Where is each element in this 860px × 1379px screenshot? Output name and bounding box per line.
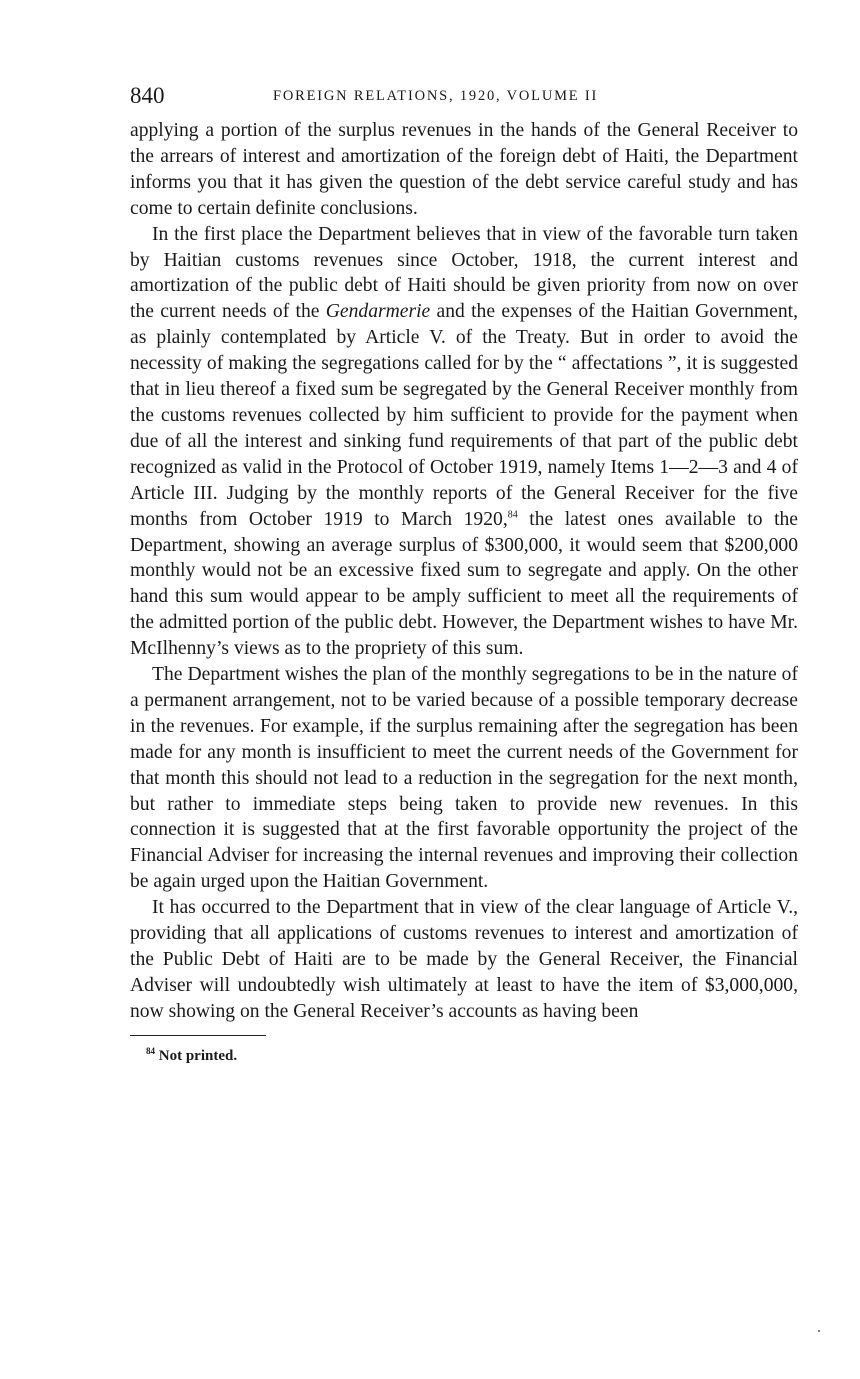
stray-mark bbox=[818, 1330, 820, 1332]
paragraph-2-part-a: In the first place the Department believes that in view of the favorable turn taken by Haitian customs revenues since October, 1918, the current interest and amortization of the public debt of Haiti should be given priority from now on over the current needs of the bbox=[130, 223, 798, 323]
document-page bbox=[130, 82, 798, 1066]
running-title: FOREIGN RELATIONS, 1920, VOLUME II bbox=[273, 88, 599, 104]
paragraph-4: It has occurred to the Department that in view of the clear language of Article V., providing that all applications of customs revenues to interest and amortization of the Public Debt of Haiti are to be made by the General Receiver, the Financial Adviser will undoubtedly wish ultimately at least to have the item of $3,000,000, now showing on the General Receiver’s accounts as having been bbox=[130, 897, 798, 1022]
footnote-text: Not printed. bbox=[155, 1047, 238, 1064]
running-head bbox=[130, 82, 798, 112]
footnote-reference: 84 bbox=[507, 509, 518, 521]
body-text bbox=[130, 118, 798, 1025]
paragraph-2-part-c: the latest ones available to the Department, showing an average surplus of $300,000, it would seem that $200,000 monthly would not be an excessive fixed sum to segregate and apply. On the other hand this sum would appear to be amply sufficient to meet all the requirements of the admitted portion of the public debt. However, the Department wishes to have Mr. McIlhenny’s views as to the propriety of this sum. bbox=[130, 508, 799, 660]
gendarmerie-italic: Gendarmerie bbox=[325, 301, 431, 323]
paragraph-2 bbox=[130, 222, 798, 662]
paragraph-2-part-b: and the expenses of the Haitian Government, as plainly contemplated by Article V. of the Treaty. But in order to avoid the necessity of making the segregations called for by the “ affectations ”, it is suggested that in lieu thereof a fixed sum be segregated by the General Receiver monthly from the customs revenues collected by him sufficient to provide for the payment when due of all the interest and sinking fund requirements of that part of the public debt recognized as valid in the Protocol of October 1919, namely Items 1—2—3 and 4 of Article III. Judging by the monthly reports of the General Receiver for the five months from October 1919 to March 1920, bbox=[130, 301, 798, 530]
page-number: 840 bbox=[130, 83, 165, 108]
paragraph-1: applying a portion of the surplus revenues in the hands of the General Receiver to the arrears of interest and amortization of the foreign debt of Haiti, the Department informs you that it has given the question of the debt service careful study and has come to certain definite conclusions. bbox=[130, 120, 798, 219]
paragraph-3: The Department wishes the plan of the monthly segregations to be in the nature of a permanent arrangement, not to be varied because of a possible temporary decrease in the revenues. For example, if the surplus remaining after the segregation has been made for any month is insufficient to meet the current needs of the Government for that month this should not lead to a reduction in the segregation for the next month, but rather to immediate steps being taken to provide new revenues. In this connection it is suggested that at the first favorable opportunity the project of the Financial Adviser for increasing the internal revenues and improving their collection be again urged upon the Haitian Government. bbox=[130, 664, 798, 893]
footnote-marker: 84 bbox=[146, 1045, 155, 1056]
footnote-divider bbox=[130, 1035, 266, 1036]
footnote bbox=[146, 1046, 798, 1066]
